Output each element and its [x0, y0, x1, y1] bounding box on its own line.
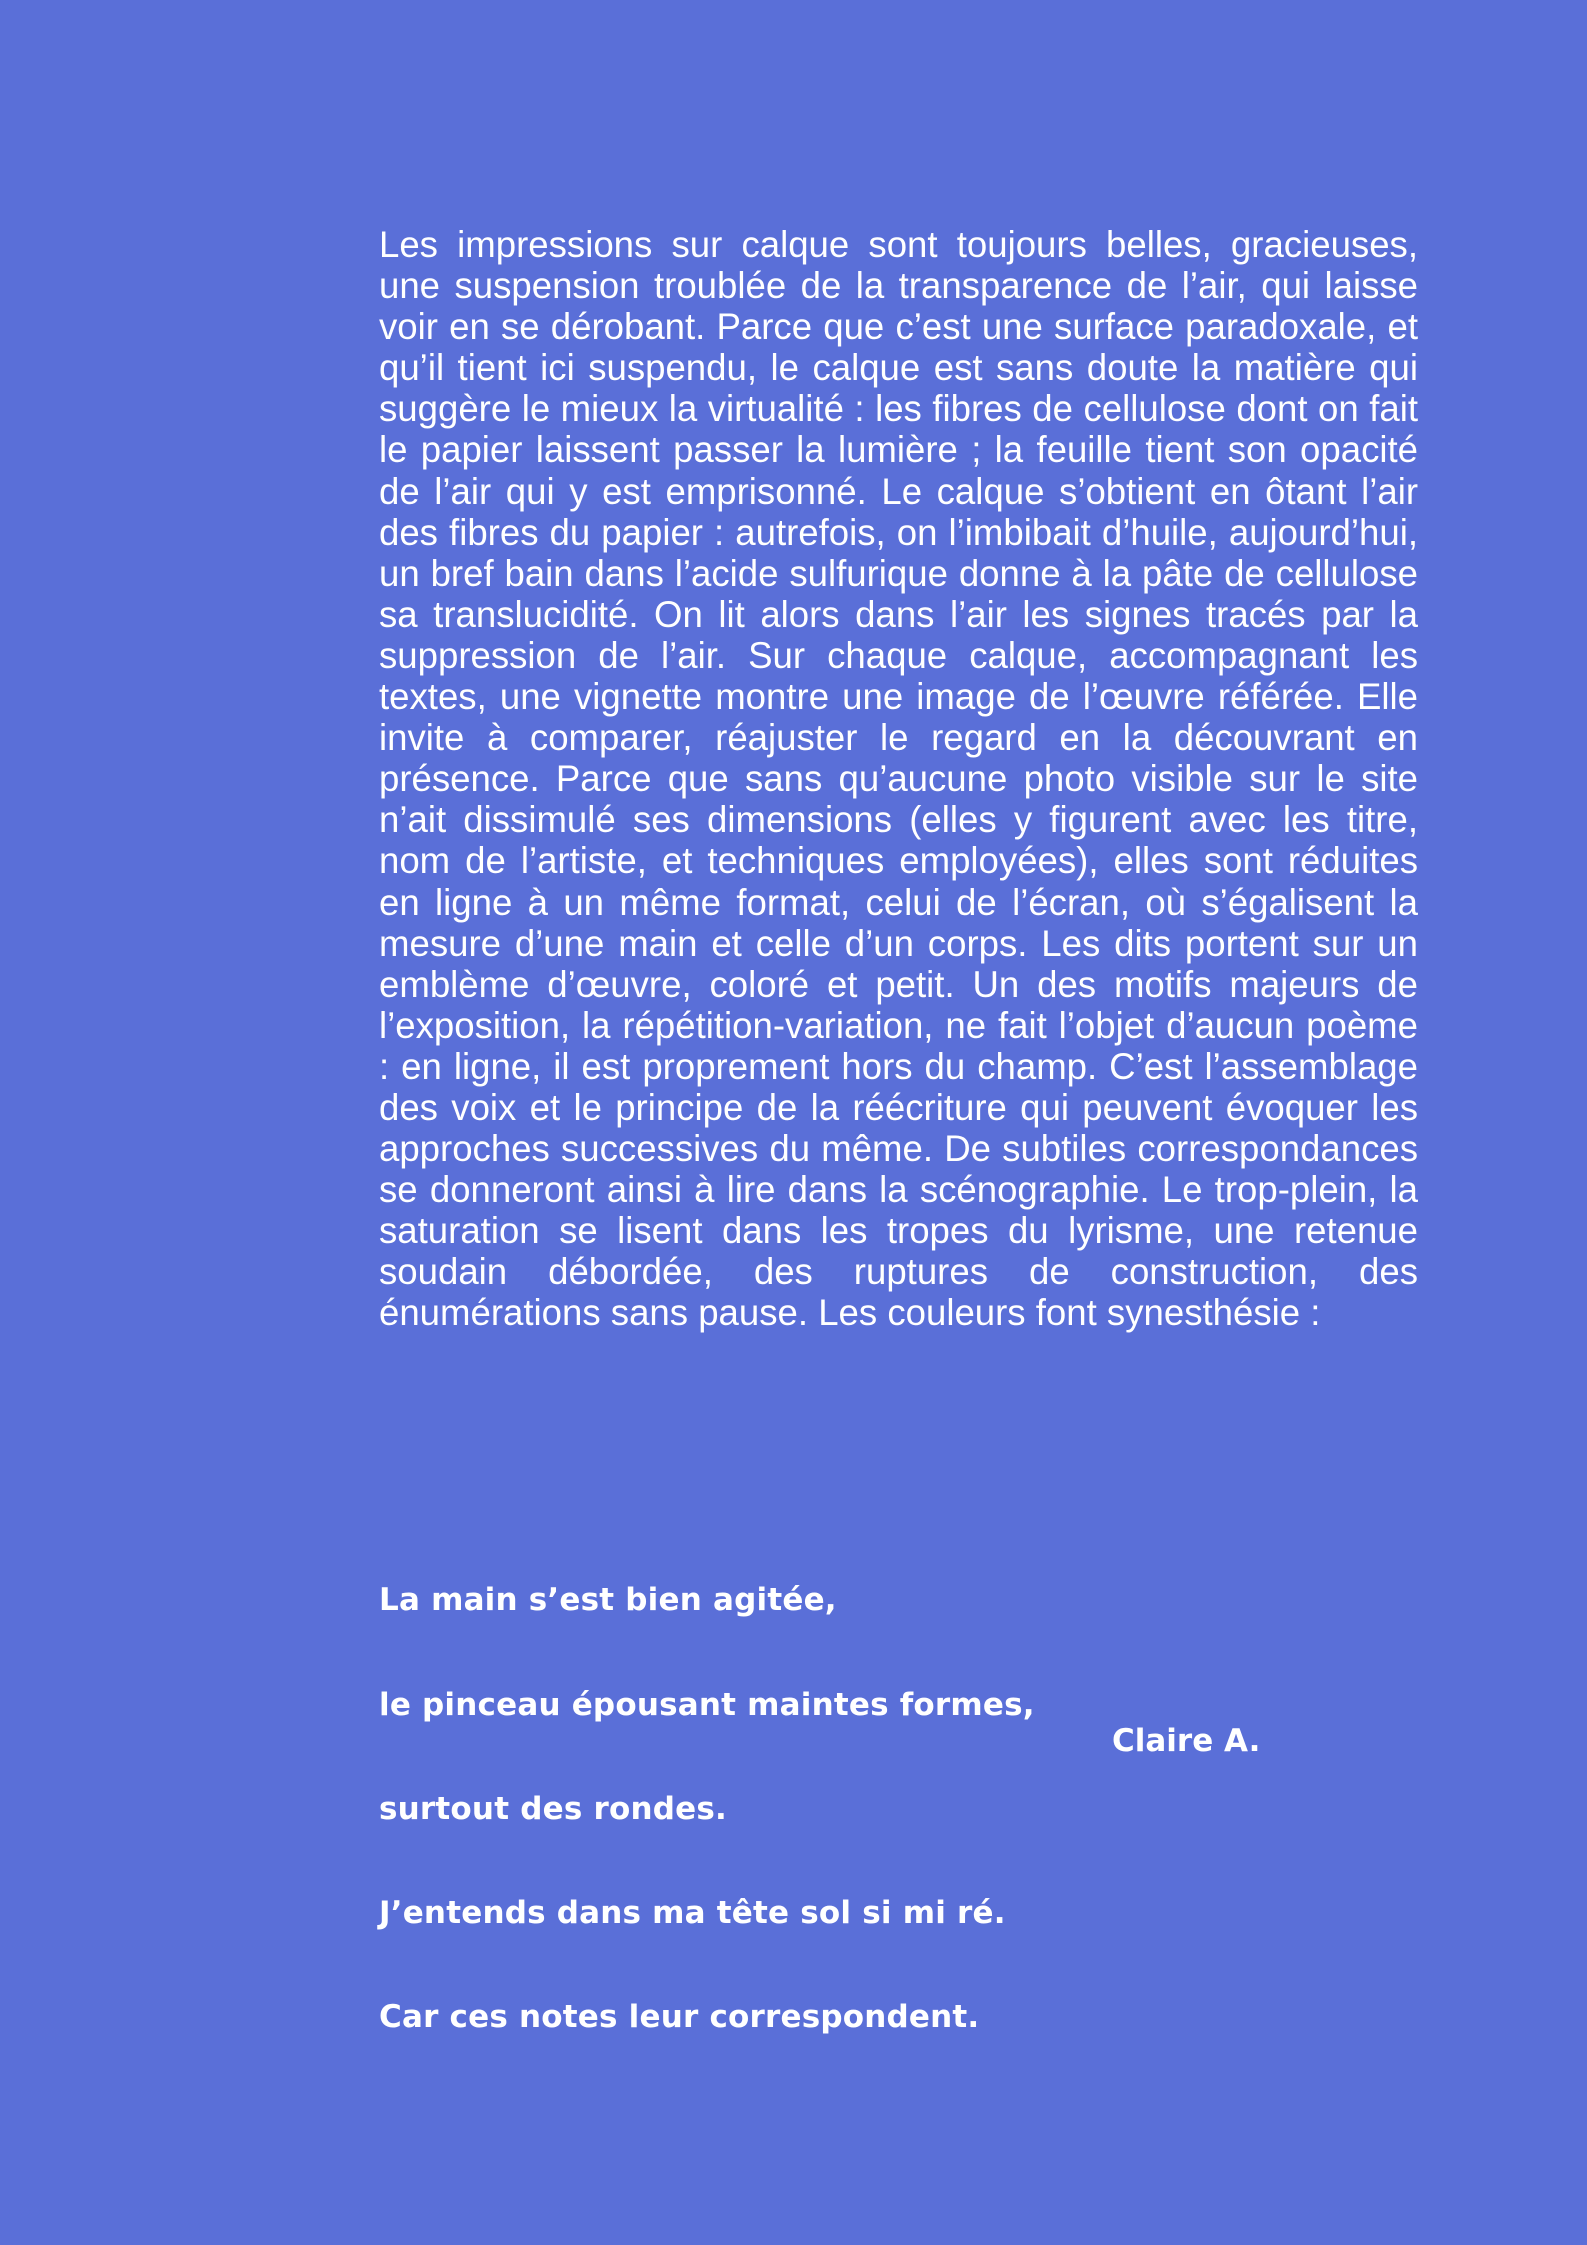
body-paragraph: Les impressions sur calque sont toujours belles, gracieuses, une suspension troublée de la transparence de l’air, qui laisse voir en se dérobant. Parce que c’est une surface paradoxale, et qu’il tient ici suspendu, le calque est sans doute la matière qui suggère le mieux la virtualité : les fibres de cellulose dont on fait le papier laissent passer la lumière ; la feuille tient son opacité de l’air qui y est emprisonné. Le calque s’obtient en ôtant l’air des fibres du papier : autrefois, on l’imbibait d’huile, aujourd’hui, un bref bain dans l’acide sulfurique donne à la pâte de cellulose sa translucidité. On lit alors dans l’air les signes tracés par la suppression de l’air. Sur chaque calque, accompagnant les textes, une vignette montre une image de l’œuvre référée. Elle invite à comparer, réajuster le regard en la découvrant en présence. Parce que sans qu’aucune photo visible sur le site n’ait dissimulé ses dimensions (elles y figurent avec les titre, nom de l’artiste, et techniques employées), elles sont réduites en ligne à un même format, celui de l’écran, où s’égalisent la mesure d’une main et celle d’un corps. Les dits portent sur un emblème d’œuvre, coloré et petit. Un des motifs majeurs de l’exposition, la répétition-variation, ne fait l’objet d’aucun poème : en ligne, il est proprement hors du champ. C’est l’assemblage des voix et le principe de la réécriture qui peuvent évoquer les approches successives du même. De subtiles correspondances se donneront ainsi à lire dans la scénographie. Le trop-plein, la saturation se lisent dans les tropes du lyrisme, une retenue soudain débordée, des ruptures de construction, des énumérations sans pause. Les couleurs font synesthésie : [379, 224, 1418, 1334]
poem-line: J’entends dans ma tête sol si mi ré. [379, 1894, 1006, 1931]
poem-line: le pinceau épousant maintes formes, [379, 1686, 1035, 1723]
text-column [379, 224, 1418, 2035]
poem-line: La main s’est bien agitée, [379, 1582, 837, 1619]
poem-author-signature: Claire A. [1112, 1723, 1261, 1759]
poem-line: surtout des rondes. [379, 1790, 727, 1827]
poem [379, 1514, 1035, 2104]
poem-line: Car ces notes leur correspondent. [379, 1998, 980, 2035]
